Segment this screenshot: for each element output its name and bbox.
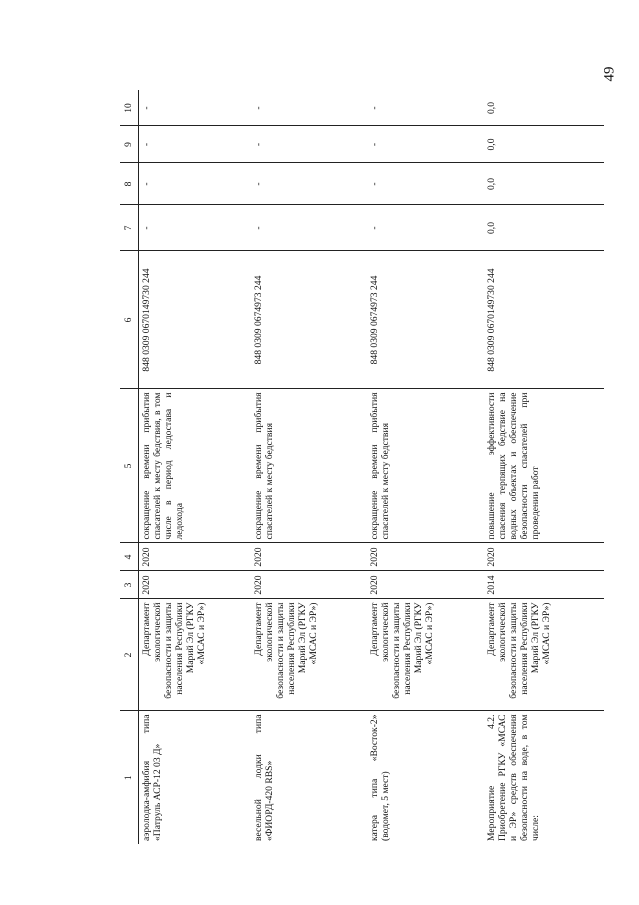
value-col10: 0,0	[484, 90, 604, 126]
column-number: 10	[120, 90, 139, 126]
value-col9: -	[367, 126, 484, 163]
start-year: 2020	[367, 571, 484, 599]
value-col8: -	[367, 163, 484, 205]
value-col8: -	[251, 163, 367, 205]
value-col9: -	[139, 126, 252, 163]
column-number: 2	[120, 599, 139, 711]
column-number: 8	[120, 163, 139, 205]
activity-name: Мероприятие 4.2. Приобретение РГКУ «МСАС и ЭР» средств обеспечения безопасности на воде, в том числе:	[484, 711, 604, 844]
value-col8: -	[139, 163, 252, 205]
activity-name: аэролодка-амфибия типа «Патруль АСР-12 03 Д»	[139, 711, 252, 844]
value-col7: -	[139, 205, 252, 251]
column-number: 5	[120, 389, 139, 543]
start-year: 2014	[484, 571, 604, 599]
value-col10: -	[139, 90, 252, 126]
expected-result: повышение эффективности спасения терпящих бедствие на водных объектах и обеспечение безопасности спасателей при проведении работ	[484, 389, 604, 543]
value-col7: 0,0	[484, 205, 604, 251]
landscape-table-frame	[120, 90, 605, 844]
expected-result: сокращение времени прибытия спасателей к месту бедствия, в том числе в период ледостава и ледохода	[139, 389, 252, 543]
end-year: 2020	[484, 543, 604, 571]
budget-code: 848 0309 0670149730 244	[139, 251, 252, 389]
column-number: 4	[120, 543, 139, 571]
responsible-org: Департамент экологической безопасности и защиты населения Республики Марий Эл (РГКУ «МСАС и ЭР»)	[484, 599, 604, 711]
expected-result: сокращение времени прибытия спасателей к месту бедствия	[367, 389, 484, 543]
responsible-org: Департамент экологической безопасности и защиты населения Республики Марий Эл (РГКУ «МСАС и ЭР»)	[139, 599, 252, 711]
column-number: 7	[120, 205, 139, 251]
value-col7: -	[367, 205, 484, 251]
table-row	[367, 90, 484, 844]
table-row	[484, 90, 604, 844]
end-year: 2020	[367, 543, 484, 571]
value-col7: -	[251, 205, 367, 251]
responsible-org: Департамент экологической безопасности и защиты населения Республики Марий Эл (РГКУ «МСАС и ЭР»)	[367, 599, 484, 711]
value-col10: -	[251, 90, 367, 126]
column-number-row	[120, 90, 139, 844]
value-col9: 0,0	[484, 126, 604, 163]
column-number: 9	[120, 126, 139, 163]
program-activities-table	[120, 90, 604, 844]
end-year: 2020	[251, 543, 367, 571]
budget-code: 848 0309 0674973 244	[251, 251, 367, 389]
table-row	[139, 90, 252, 844]
column-number: 1	[120, 711, 139, 844]
activity-name: весельной лодки типа «ФИОРД-420 RBS»	[251, 711, 367, 844]
responsible-org: Департамент экологической безопасности и защиты населения Республики Марий Эл (РГКУ «МСАС и ЭР»)	[251, 599, 367, 711]
value-col8: 0,0	[484, 163, 604, 205]
column-number: 3	[120, 571, 139, 599]
start-year: 2020	[251, 571, 367, 599]
column-number: 6	[120, 251, 139, 389]
table-row	[251, 90, 367, 844]
budget-code: 848 0309 0674973 244	[367, 251, 484, 389]
value-col10: -	[367, 90, 484, 126]
page-number: 49	[601, 66, 618, 82]
expected-result: сокращение времени прибытия спасателей к месту бедствия	[251, 389, 367, 543]
activity-name: катера типа «Восток-2» (водомет, 5 мест)	[367, 711, 484, 844]
budget-code: 848 0309 0670149730 244	[484, 251, 604, 389]
table-viewport	[120, 90, 605, 844]
start-year: 2020	[139, 571, 252, 599]
value-col9: -	[251, 126, 367, 163]
end-year: 2020	[139, 543, 252, 571]
